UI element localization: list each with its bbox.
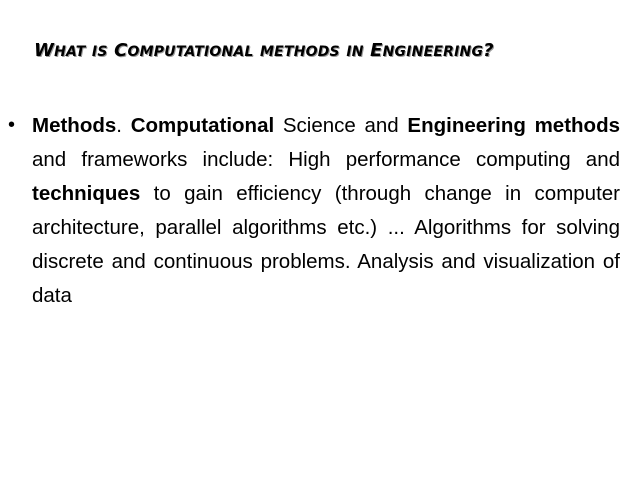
text-run: Engineering methods: [407, 114, 620, 137]
text-run: to gain efficiency (through change in computer architecture, parallel algorithms etc.) ... Algorithms for solving discrete and continuous problems. Analysis and visualization of data: [32, 182, 620, 307]
text-run: Science and: [274, 114, 408, 137]
text-run: .: [116, 114, 131, 137]
slide-title: WHAT IS COMPUTATIONAL METHODS IN ENGINEERING?: [34, 40, 494, 61]
text-run: and frameworks include: High performance computing and: [32, 148, 620, 171]
bullet-paragraph: [32, 109, 620, 313]
text-run: techniques: [32, 182, 141, 205]
text-run: Computational: [130, 114, 275, 137]
bullet-icon: •: [8, 114, 16, 136]
text-run: Methods: [32, 114, 117, 137]
